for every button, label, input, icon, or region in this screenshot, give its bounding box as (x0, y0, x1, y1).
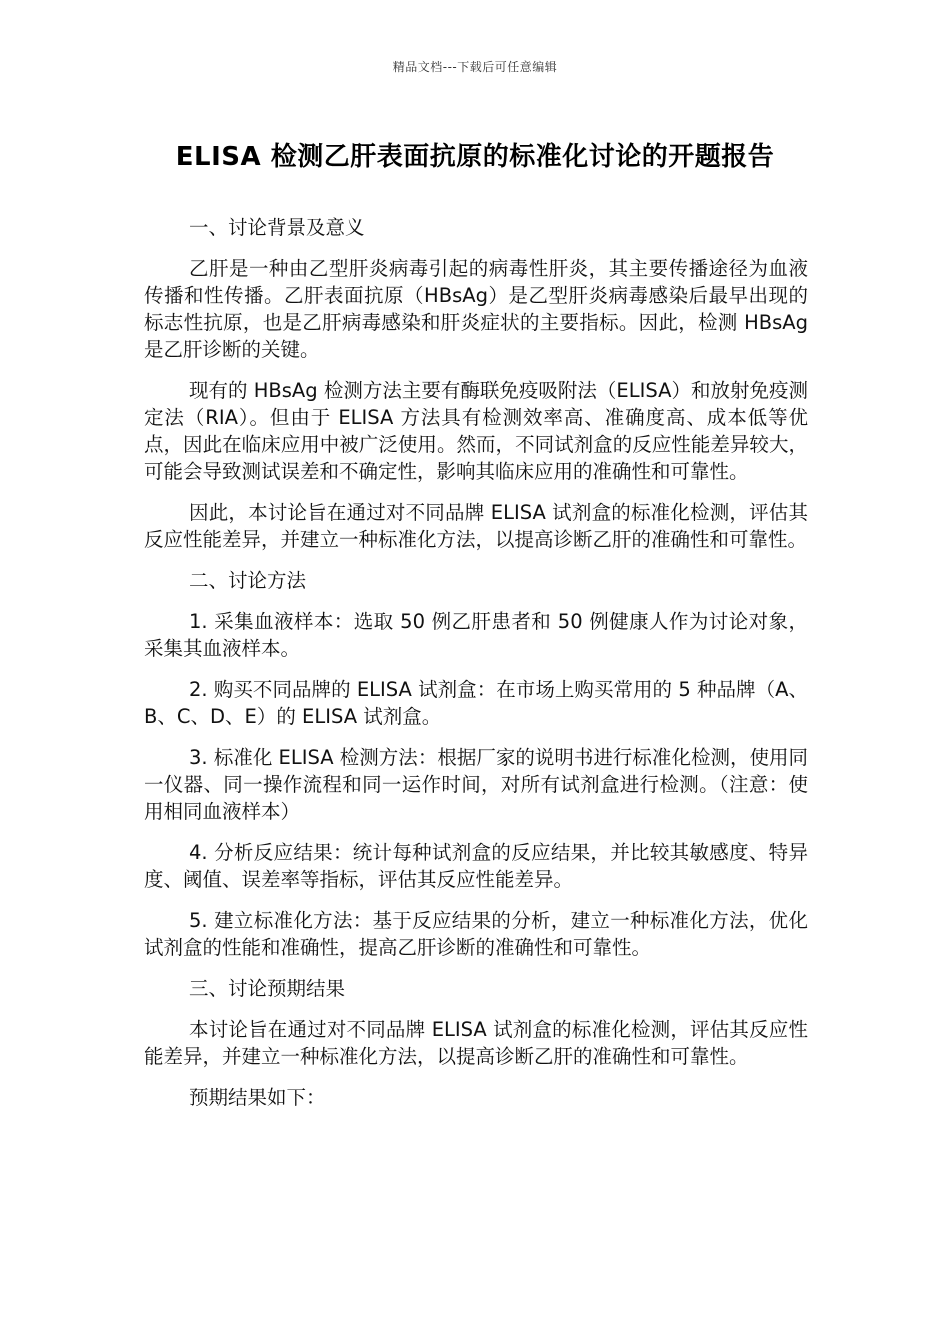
method-item-5: 5. 建立标准化方法：基于反应结果的分析，建立一种标准化方法，优化试剂盒的性能和准确性，提高乙肝诊断的准确性和可靠性。 (144, 909, 808, 959)
document-body (144, 214, 808, 1125)
paragraph-detection-methods: 现有的 HBsAg 检测方法主要有酶联免疫吸附法（ELISA）和放射免疫测定法（RIA）。但由于 ELISA 方法具有检测效率高、准确度高、成本低等优点，因此在临床应用中被广泛使用。然而，不同试剂盒的反应性能差异较大，可能会导致测试误差和不确定性，影响其临床应用的准确性和可靠性。 (144, 379, 808, 483)
section-heading-background: 一、讨论背景及意义 (189, 216, 365, 239)
method-item-3: 3. 标准化 ELISA 检测方法：根据厂家的说明书进行标准化检测，使用同一仪器、同一操作流程和同一运作时间，对所有试剂盒进行检测。（注意：使用相同血液样本） (144, 746, 808, 823)
paragraph-hepatitis-intro: 乙肝是一种由乙型肝炎病毒引起的病毒性肝炎，其主要传播途径为血液传播和性传播。乙肝表面抗原（HBsAg）是乙型肝炎病毒感染后最早出现的标志性抗原，也是乙肝病毒感染和肝炎症状的主要指标。因此，检测 HBsAg 是乙肝诊断的关键。 (144, 257, 808, 361)
section-heading-methods: 二、讨论方法 (189, 569, 307, 592)
section-heading-expected-results: 三、讨论预期结果 (189, 977, 346, 1000)
method-item-1: 1. 采集血液样本：选取 50 例乙肝患者和 50 例健康人作为讨论对象，采集其血液样本。 (144, 610, 808, 660)
method-item-4: 4. 分析反应结果：统计每种试剂盒的反应结果，并比较其敏感度、特异度、阈值、误差率等指标，评估其反应性能差异。 (144, 841, 808, 891)
page-header: 精品文档---下载后可任意编辑 (392, 60, 558, 74)
paragraph-expected-aim: 本讨论旨在通过对不同品牌 ELISA 试剂盒的标准化检测，评估其反应性能差异，并建立一种标准化方法，以提高诊断乙肝的准确性和可靠性。 (144, 1018, 808, 1068)
document-title: ELISA 检测乙肝表面抗原的标准化讨论的开题报告 (175, 142, 775, 172)
paragraph-study-aim: 因此，本讨论旨在通过对不同品牌 ELISA 试剂盒的标准化检测，评估其反应性能差异，并建立一种标准化方法，以提高诊断乙肝的准确性和可靠性。 (144, 501, 808, 551)
method-item-2: 2. 购买不同品牌的 ELISA 试剂盒：在市场上购买常用的 5 种品牌（A、B、C、D、E）的 ELISA 试剂盒。 (144, 678, 808, 728)
paragraph-expected-list-intro: 预期结果如下： (189, 1086, 326, 1109)
